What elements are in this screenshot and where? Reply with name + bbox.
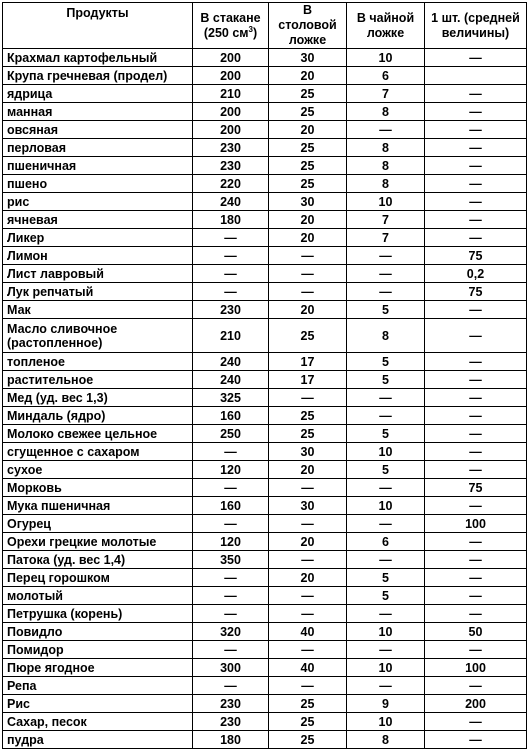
product-name: Ликер (3, 229, 193, 247)
teaspoon-value: — (347, 407, 425, 425)
header-piece: 1 шт. (средней величины) (425, 3, 527, 49)
tablespoon-value: 25 (269, 407, 347, 425)
teaspoon-value: 5 (347, 569, 425, 587)
piece-value: — (425, 103, 527, 121)
teaspoon-value: 5 (347, 301, 425, 319)
product-name: Петрушка (корень) (3, 605, 193, 623)
tablespoon-value: — (269, 283, 347, 301)
product-name: Крупа гречневая (продел) (3, 67, 193, 85)
piece-value: — (425, 157, 527, 175)
teaspoon-value: 6 (347, 533, 425, 551)
piece-value: — (425, 713, 527, 731)
piece-value: — (425, 551, 527, 569)
teaspoon-value: 5 (347, 371, 425, 389)
header-row (3, 3, 527, 49)
piece-value: — (425, 569, 527, 587)
glass-value: 180 (193, 731, 269, 749)
product-name: Лист лавровый (3, 265, 193, 283)
glass-value: — (193, 569, 269, 587)
piece-value: — (425, 211, 527, 229)
teaspoon-value: 8 (347, 731, 425, 749)
glass-value: — (193, 479, 269, 497)
piece-value: — (425, 49, 527, 67)
product-name: растительное (3, 371, 193, 389)
product-name: Помидор (3, 641, 193, 659)
glass-value: — (193, 247, 269, 265)
teaspoon-value: 10 (347, 713, 425, 731)
glass-value: 210 (193, 85, 269, 103)
piece-value: — (425, 605, 527, 623)
table-row (3, 389, 527, 407)
product-name: пшеничная (3, 157, 193, 175)
piece-value: — (425, 425, 527, 443)
tablespoon-value: 40 (269, 623, 347, 641)
product-name: Перец горошком (3, 569, 193, 587)
tablespoon-value: 25 (269, 139, 347, 157)
product-name: сгущенное с сахаром (3, 443, 193, 461)
glass-value: 300 (193, 659, 269, 677)
table-row (3, 371, 527, 389)
tablespoon-value: — (269, 587, 347, 605)
glass-value: — (193, 641, 269, 659)
table-row (3, 67, 527, 85)
table-row (3, 301, 527, 319)
table-row (3, 605, 527, 623)
piece-value: — (425, 229, 527, 247)
table-header (3, 3, 527, 49)
product-name: Лук репчатый (3, 283, 193, 301)
table-row (3, 551, 527, 569)
teaspoon-value: 10 (347, 497, 425, 515)
teaspoon-value: 7 (347, 85, 425, 103)
glass-value: 180 (193, 211, 269, 229)
tablespoon-value: 25 (269, 157, 347, 175)
glass-value: 200 (193, 103, 269, 121)
teaspoon-value: 10 (347, 659, 425, 677)
product-name: Молоко свежее цельное (3, 425, 193, 443)
product-name: рис (3, 193, 193, 211)
table-row (3, 247, 527, 265)
teaspoon-value: 8 (347, 103, 425, 121)
tablespoon-value: 25 (269, 713, 347, 731)
table-row (3, 623, 527, 641)
piece-value: — (425, 587, 527, 605)
table-row (3, 211, 527, 229)
glass-value: 160 (193, 407, 269, 425)
piece-value: — (425, 193, 527, 211)
table-row (3, 443, 527, 461)
tablespoon-value: 25 (269, 175, 347, 193)
product-name: овсяная (3, 121, 193, 139)
teaspoon-value: 6 (347, 67, 425, 85)
table-row (3, 157, 527, 175)
tablespoon-value: 20 (269, 533, 347, 551)
table-row (3, 533, 527, 551)
piece-value: — (425, 121, 527, 139)
tablespoon-value: — (269, 265, 347, 283)
teaspoon-value: 8 (347, 139, 425, 157)
piece-value: — (425, 461, 527, 479)
tablespoon-value: — (269, 247, 347, 265)
product-name: Патока (уд. вес 1,4) (3, 551, 193, 569)
table-row (3, 121, 527, 139)
product-name: перловая (3, 139, 193, 157)
tablespoon-value: 30 (269, 193, 347, 211)
teaspoon-value: 10 (347, 193, 425, 211)
product-name: молотый (3, 587, 193, 605)
header-tablespoon: В столовой ложке (269, 3, 347, 49)
teaspoon-value: 7 (347, 229, 425, 247)
teaspoon-value: — (347, 641, 425, 659)
table-row (3, 713, 527, 731)
tablespoon-value: 20 (269, 569, 347, 587)
product-weights-table (2, 2, 527, 749)
header-glass (193, 3, 269, 49)
tablespoon-value: — (269, 551, 347, 569)
product-name: Мед (уд. вес 1,3) (3, 389, 193, 407)
teaspoon-value: 5 (347, 353, 425, 371)
piece-value: — (425, 443, 527, 461)
header-teaspoon: В чайной ложке (347, 3, 425, 49)
teaspoon-value: 8 (347, 157, 425, 175)
teaspoon-value: 9 (347, 695, 425, 713)
piece-value: — (425, 301, 527, 319)
table-row (3, 193, 527, 211)
piece-value: 0,2 (425, 265, 527, 283)
glass-value: 230 (193, 157, 269, 175)
table-row (3, 569, 527, 587)
table-row (3, 49, 527, 67)
teaspoon-value: 5 (347, 425, 425, 443)
tablespoon-value: 30 (269, 443, 347, 461)
piece-value: — (425, 497, 527, 515)
piece-value: — (425, 389, 527, 407)
tablespoon-value: 25 (269, 731, 347, 749)
tablespoon-value: — (269, 389, 347, 407)
glass-value: 230 (193, 301, 269, 319)
table-body (3, 49, 527, 749)
teaspoon-value: 5 (347, 587, 425, 605)
piece-value: — (425, 85, 527, 103)
tablespoon-value: — (269, 677, 347, 695)
table-row (3, 479, 527, 497)
glass-value: 120 (193, 461, 269, 479)
product-name: ячневая (3, 211, 193, 229)
glass-value: 160 (193, 497, 269, 515)
glass-value: 220 (193, 175, 269, 193)
table-row (3, 229, 527, 247)
teaspoon-value: 8 (347, 319, 425, 353)
teaspoon-value: — (347, 677, 425, 695)
teaspoon-value: — (347, 121, 425, 139)
product-name: Сахар, песок (3, 713, 193, 731)
tablespoon-value: 25 (269, 85, 347, 103)
teaspoon-value: 10 (347, 623, 425, 641)
teaspoon-value: — (347, 605, 425, 623)
teaspoon-value: — (347, 515, 425, 533)
piece-value: — (425, 175, 527, 193)
product-name: Лимон (3, 247, 193, 265)
table-row (3, 515, 527, 533)
tablespoon-value: 20 (269, 67, 347, 85)
piece-value: — (425, 641, 527, 659)
tablespoon-value: 25 (269, 319, 347, 353)
glass-value: — (193, 265, 269, 283)
tablespoon-value: 25 (269, 425, 347, 443)
glass-value: — (193, 229, 269, 247)
table-row (3, 461, 527, 479)
tablespoon-value: 30 (269, 497, 347, 515)
table-row (3, 265, 527, 283)
product-name: Огурец (3, 515, 193, 533)
product-name: пудра (3, 731, 193, 749)
teaspoon-value: — (347, 247, 425, 265)
teaspoon-value: 10 (347, 49, 425, 67)
table-row (3, 695, 527, 713)
product-name: Рис (3, 695, 193, 713)
product-name: Репа (3, 677, 193, 695)
table-row (3, 319, 527, 353)
piece-value: 75 (425, 283, 527, 301)
tablespoon-value: 25 (269, 695, 347, 713)
tablespoon-value: 17 (269, 353, 347, 371)
piece-value: — (425, 319, 527, 353)
teaspoon-value: — (347, 283, 425, 301)
teaspoon-value: 5 (347, 461, 425, 479)
table-row (3, 641, 527, 659)
header-product: Продукты (3, 3, 193, 49)
header-glass-text: В стакане (250 см (200, 10, 261, 40)
piece-value: — (425, 677, 527, 695)
product-name: Повидло (3, 623, 193, 641)
product-name: Орехи грецкие молотые (3, 533, 193, 551)
tablespoon-value: 20 (269, 121, 347, 139)
tablespoon-value: — (269, 641, 347, 659)
glass-value: 240 (193, 371, 269, 389)
glass-value: 230 (193, 695, 269, 713)
tablespoon-value: 40 (269, 659, 347, 677)
glass-value: — (193, 587, 269, 605)
piece-value (425, 67, 527, 85)
product-name: Крахмал картофельный (3, 49, 193, 67)
piece-value: — (425, 139, 527, 157)
table-row (3, 103, 527, 121)
piece-value: 50 (425, 623, 527, 641)
glass-value: — (193, 515, 269, 533)
product-name: Мука пшеничная (3, 497, 193, 515)
table-row (3, 659, 527, 677)
glass-value: 210 (193, 319, 269, 353)
product-name: Масло сливочное (растопленное) (3, 319, 193, 353)
piece-value: 200 (425, 695, 527, 713)
piece-value: — (425, 371, 527, 389)
piece-value: 100 (425, 659, 527, 677)
tablespoon-value: — (269, 515, 347, 533)
product-name: Пюре ягодное (3, 659, 193, 677)
table-row (3, 731, 527, 749)
tablespoon-value: — (269, 479, 347, 497)
glass-value: 230 (193, 713, 269, 731)
glass-value: 325 (193, 389, 269, 407)
tablespoon-value: 20 (269, 211, 347, 229)
piece-value: 75 (425, 479, 527, 497)
table-row (3, 175, 527, 193)
glass-value: 200 (193, 49, 269, 67)
product-name: Мак (3, 301, 193, 319)
glass-value: 200 (193, 121, 269, 139)
teaspoon-value: — (347, 479, 425, 497)
product-name: манная (3, 103, 193, 121)
tablespoon-value: 20 (269, 301, 347, 319)
glass-value: 200 (193, 67, 269, 85)
glass-value: 240 (193, 193, 269, 211)
piece-value: — (425, 407, 527, 425)
piece-value: 100 (425, 515, 527, 533)
product-name: топленое (3, 353, 193, 371)
piece-value: — (425, 533, 527, 551)
teaspoon-value: — (347, 551, 425, 569)
piece-value: — (425, 731, 527, 749)
glass-value: 250 (193, 425, 269, 443)
table-row (3, 353, 527, 371)
tablespoon-value: 20 (269, 461, 347, 479)
table-row (3, 283, 527, 301)
table-row (3, 677, 527, 695)
glass-value: — (193, 677, 269, 695)
piece-value: — (425, 353, 527, 371)
header-glass-end: ) (252, 25, 258, 40)
tablespoon-value: 30 (269, 49, 347, 67)
teaspoon-value: 7 (347, 211, 425, 229)
teaspoon-value: 8 (347, 175, 425, 193)
glass-value: 240 (193, 353, 269, 371)
table-row (3, 85, 527, 103)
teaspoon-value: 10 (347, 443, 425, 461)
table-row (3, 587, 527, 605)
product-name: сухое (3, 461, 193, 479)
teaspoon-value: — (347, 265, 425, 283)
glass-value: 120 (193, 533, 269, 551)
table-row (3, 497, 527, 515)
glass-value: 320 (193, 623, 269, 641)
product-name: Миндаль (ядро) (3, 407, 193, 425)
header-glass-sup: 3 (248, 24, 253, 34)
product-name: Морковь (3, 479, 193, 497)
tablespoon-value: — (269, 605, 347, 623)
glass-value: 230 (193, 139, 269, 157)
glass-value: — (193, 283, 269, 301)
glass-value: — (193, 443, 269, 461)
table-row (3, 425, 527, 443)
glass-value: — (193, 605, 269, 623)
tablespoon-value: 25 (269, 103, 347, 121)
teaspoon-value: — (347, 389, 425, 407)
piece-value: 75 (425, 247, 527, 265)
tablespoon-value: 17 (269, 371, 347, 389)
tablespoon-value: 20 (269, 229, 347, 247)
product-name: ядрица (3, 85, 193, 103)
product-name: пшено (3, 175, 193, 193)
table-row (3, 139, 527, 157)
glass-value: 350 (193, 551, 269, 569)
table-row (3, 407, 527, 425)
